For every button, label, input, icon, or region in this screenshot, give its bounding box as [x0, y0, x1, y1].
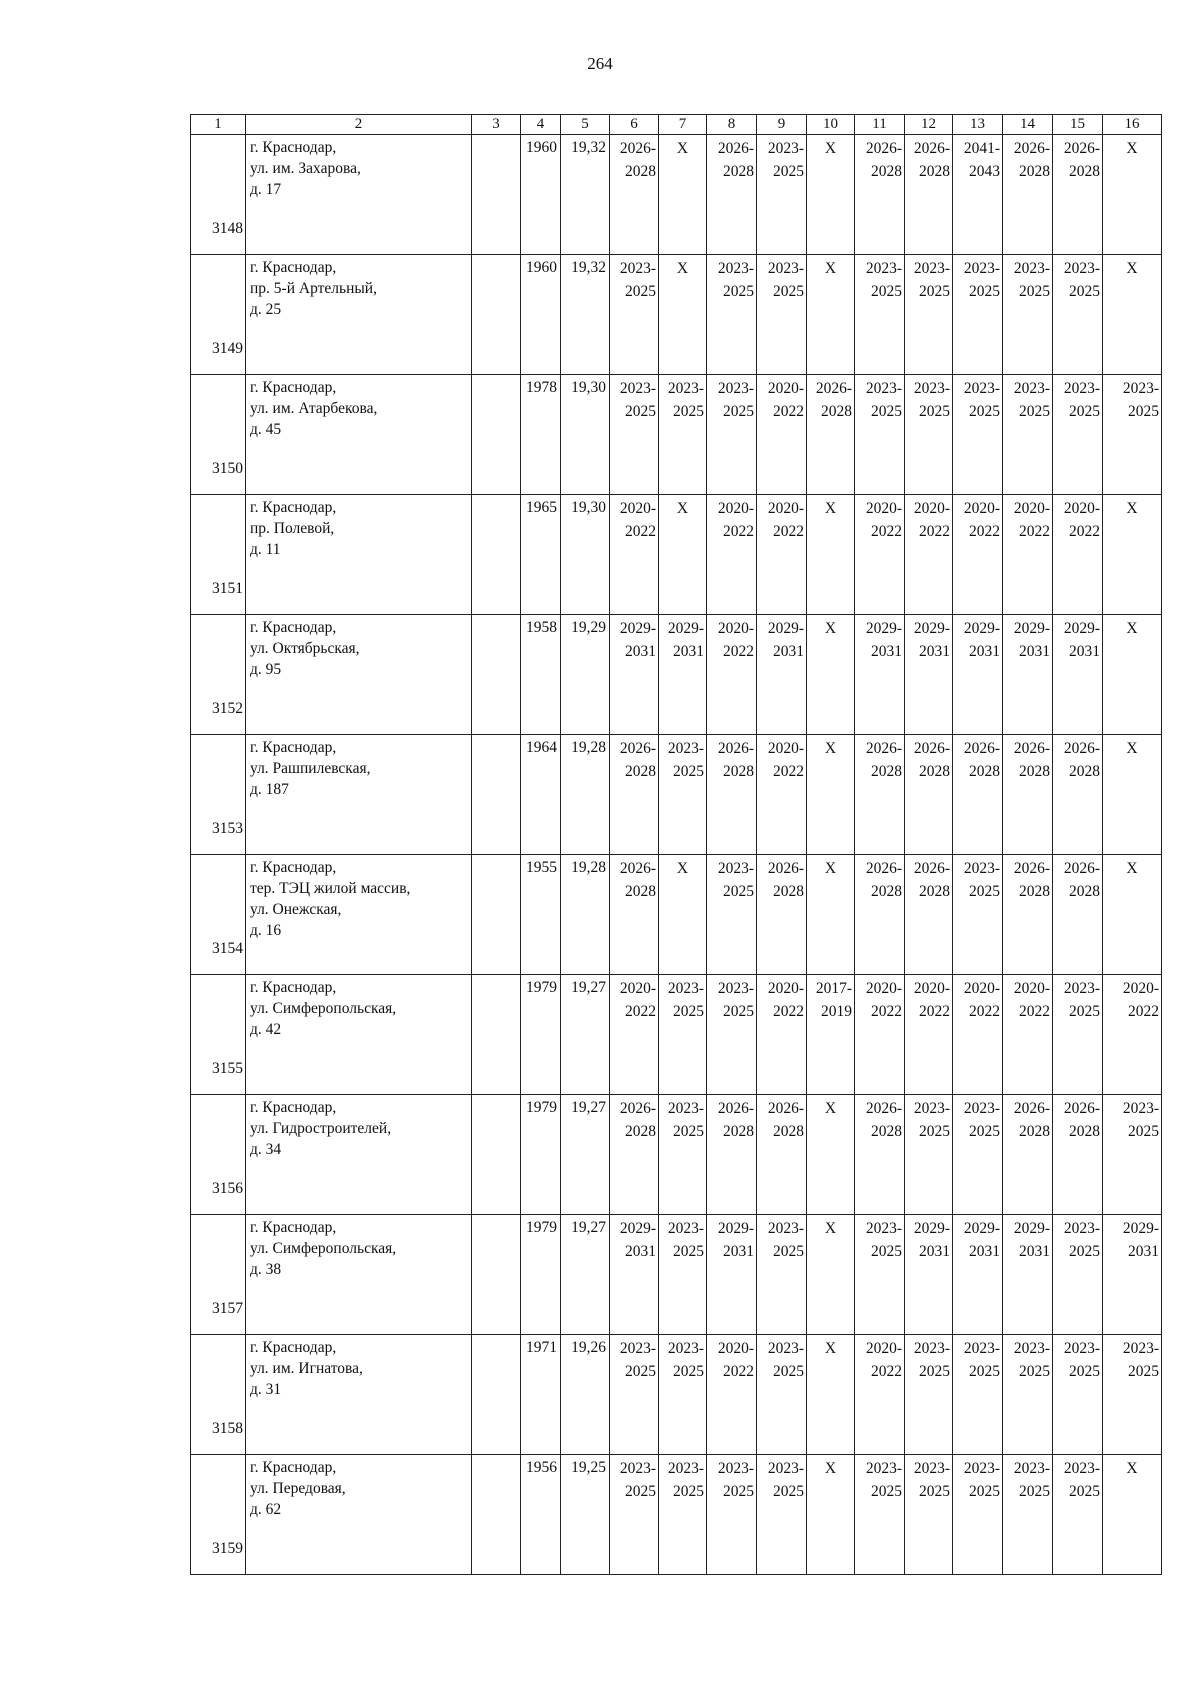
address-cell [246, 735, 472, 855]
address-line: д. 11 [250, 541, 281, 558]
period-cell: 2026- 2028 [610, 1095, 659, 1215]
address-line: пр. 5-й Артельный, [250, 280, 377, 297]
row-number: 3153 [191, 735, 246, 855]
year-built-cell: 1964 [521, 735, 561, 855]
period-cell: 2023- 2025 [905, 1455, 953, 1575]
value-cell: 19,28 [561, 735, 610, 855]
address-cell [246, 975, 472, 1095]
column-header: 8 [707, 115, 757, 135]
period-cell: 2026- 2028 [757, 855, 807, 975]
period-cell: 2023- 2025 [757, 1215, 807, 1335]
period-cell: 2023- 2025 [707, 855, 757, 975]
address-line: г. Краснодар, [250, 979, 337, 996]
address-cell [246, 375, 472, 495]
year-built-cell: 1955 [521, 855, 561, 975]
period-cell: 2026- 2028 [1003, 135, 1053, 255]
table-body [191, 135, 1162, 1575]
row-number: 3154 [191, 855, 246, 975]
period-cell: 2026- 2028 [1003, 735, 1053, 855]
row-number: 3152 [191, 615, 246, 735]
column-header: 13 [953, 115, 1003, 135]
col3-cell [472, 1095, 521, 1215]
value-cell: 19,32 [561, 255, 610, 375]
address-cell [246, 1455, 472, 1575]
period-cell: 2029- 2031 [953, 1215, 1003, 1335]
data-table [190, 114, 1162, 1575]
period-cell: X [807, 855, 855, 975]
column-header: 15 [1053, 115, 1103, 135]
period-cell: 2026- 2028 [610, 135, 659, 255]
period-cell: 2023- 2025 [659, 1095, 707, 1215]
value-cell: 19,30 [561, 495, 610, 615]
table-row [191, 615, 1162, 735]
value-cell: 19,30 [561, 375, 610, 495]
address-cell [246, 615, 472, 735]
period-cell: X [659, 255, 707, 375]
period-cell: 2029- 2031 [905, 1215, 953, 1335]
col3-cell [472, 855, 521, 975]
period-cell: 2026- 2028 [1003, 1095, 1053, 1215]
address-line: г. Краснодар, [250, 499, 337, 516]
period-cell: 2029- 2031 [1053, 615, 1103, 735]
period-cell: 2029- 2031 [659, 615, 707, 735]
period-cell: 2023- 2025 [1003, 1455, 1053, 1575]
period-cell: 2029- 2031 [757, 615, 807, 735]
address-line: г. Краснодар, [250, 1459, 337, 1476]
address-line: д. 187 [250, 781, 289, 798]
period-cell: X [807, 135, 855, 255]
period-cell: 2023- 2025 [953, 375, 1003, 495]
address-line: тер. ТЭЦ жилой массив, [250, 880, 411, 897]
period-cell: 2023- 2025 [610, 375, 659, 495]
table-row [191, 1455, 1162, 1575]
address-line: ул. Симферопольская, [250, 1000, 397, 1017]
period-cell: 2023- 2025 [1103, 375, 1162, 495]
period-cell: 2026- 2028 [855, 735, 905, 855]
col3-cell [472, 1455, 521, 1575]
period-cell: 2023- 2025 [905, 255, 953, 375]
address-line: д. 38 [250, 1261, 282, 1278]
address-cell [246, 1095, 472, 1215]
period-cell: 2023- 2025 [757, 135, 807, 255]
period-cell: 2023- 2025 [953, 1335, 1003, 1455]
year-built-cell: 1979 [521, 975, 561, 1095]
period-cell: 2029- 2031 [855, 615, 905, 735]
address-cell [246, 1215, 472, 1335]
period-cell: 2026- 2028 [1003, 855, 1053, 975]
period-cell: X [1103, 255, 1162, 375]
period-cell: 2023- 2025 [659, 975, 707, 1095]
period-cell: 2023- 2025 [610, 1335, 659, 1455]
period-cell: 2020- 2022 [855, 975, 905, 1095]
col3-cell [472, 375, 521, 495]
period-cell: 2020- 2022 [757, 375, 807, 495]
period-cell: 2023- 2025 [707, 255, 757, 375]
column-header: 11 [855, 115, 905, 135]
period-cell: 2023- 2025 [1003, 255, 1053, 375]
period-cell: 2020- 2022 [855, 1335, 905, 1455]
period-cell: X [659, 495, 707, 615]
period-cell: 2026- 2028 [855, 1095, 905, 1215]
period-cell: 2020- 2022 [1003, 495, 1053, 615]
table-row [191, 1335, 1162, 1455]
value-cell: 19,27 [561, 1095, 610, 1215]
period-cell: 2023- 2025 [757, 1335, 807, 1455]
row-number: 3158 [191, 1335, 246, 1455]
period-cell: 2023- 2025 [953, 1455, 1003, 1575]
period-cell: 2023- 2025 [1103, 1335, 1162, 1455]
address-line: д. 17 [250, 181, 282, 198]
address-cell [246, 495, 472, 615]
period-cell: 2029- 2031 [610, 1215, 659, 1335]
period-cell: X [807, 1455, 855, 1575]
period-cell: 2041- 2043 [953, 135, 1003, 255]
table-row [191, 975, 1162, 1095]
address-line: д. 42 [250, 1021, 282, 1038]
period-cell: 2026- 2028 [1053, 135, 1103, 255]
period-cell: 2023- 2025 [905, 375, 953, 495]
period-cell: 2020- 2022 [855, 495, 905, 615]
period-cell: X [1103, 1455, 1162, 1575]
period-cell: X [1103, 855, 1162, 975]
period-cell: 2020- 2022 [1053, 495, 1103, 615]
period-cell: 2026- 2028 [1053, 735, 1103, 855]
period-cell: 2020- 2022 [757, 735, 807, 855]
period-cell: 2026- 2028 [855, 135, 905, 255]
period-cell: 2023- 2025 [953, 255, 1003, 375]
column-header: 9 [757, 115, 807, 135]
address-line: ул. Передовая, [250, 1480, 346, 1497]
period-cell: 2026- 2028 [610, 735, 659, 855]
table-row [191, 135, 1162, 255]
address-line: г. Краснодар, [250, 1339, 337, 1356]
table-row [191, 735, 1162, 855]
year-built-cell: 1958 [521, 615, 561, 735]
column-header: 10 [807, 115, 855, 135]
period-cell: 2023- 2025 [659, 1455, 707, 1575]
period-cell: 2023- 2025 [659, 375, 707, 495]
table-row [191, 255, 1162, 375]
period-cell: X [807, 615, 855, 735]
address-line: г. Краснодар, [250, 139, 337, 156]
address-line: ул. им. Игнатова, [250, 1360, 363, 1377]
period-cell: 2026- 2028 [953, 735, 1003, 855]
row-number: 3155 [191, 975, 246, 1095]
period-cell: 2023- 2025 [953, 855, 1003, 975]
table-row [191, 1095, 1162, 1215]
address-line: д. 16 [250, 922, 282, 939]
period-cell: 2026- 2028 [905, 735, 953, 855]
address-line: д. 62 [250, 1501, 282, 1518]
col3-cell [472, 1215, 521, 1335]
period-cell: 2023- 2025 [953, 1095, 1003, 1215]
period-cell: 2020- 2022 [1103, 975, 1162, 1095]
period-cell: X [807, 495, 855, 615]
column-header: 3 [472, 115, 521, 135]
period-cell: 2023- 2025 [1053, 375, 1103, 495]
period-cell: 2023- 2025 [659, 735, 707, 855]
period-cell: 2023- 2025 [905, 1095, 953, 1215]
address-line: ул. Рашпилевская, [250, 760, 371, 777]
column-header: 1 [191, 115, 246, 135]
year-built-cell: 1960 [521, 135, 561, 255]
address-line: г. Краснодар, [250, 379, 337, 396]
period-cell: 2020- 2022 [1003, 975, 1053, 1095]
period-cell: 2026- 2028 [905, 135, 953, 255]
address-cell [246, 135, 472, 255]
address-line: ул. Онежская, [250, 901, 342, 918]
period-cell: 2023- 2025 [1053, 975, 1103, 1095]
period-cell: 2029- 2031 [1003, 1215, 1053, 1335]
col3-cell [472, 495, 521, 615]
period-cell: 2020- 2022 [610, 495, 659, 615]
period-cell: 2023- 2025 [855, 1215, 905, 1335]
address-line: г. Краснодар, [250, 859, 337, 876]
value-cell: 19,25 [561, 1455, 610, 1575]
table-row [191, 1215, 1162, 1335]
period-cell: 2029- 2031 [707, 1215, 757, 1335]
address-line: ул. им. Атарбекова, [250, 400, 378, 417]
period-cell: 2023- 2025 [757, 1455, 807, 1575]
period-cell: X [1103, 135, 1162, 255]
col3-cell [472, 615, 521, 735]
column-header: 16 [1103, 115, 1162, 135]
row-number: 3156 [191, 1095, 246, 1215]
period-cell: X [1103, 495, 1162, 615]
period-cell: 2023- 2025 [659, 1335, 707, 1455]
period-cell: 2020- 2022 [707, 1335, 757, 1455]
period-cell: 2023- 2025 [855, 255, 905, 375]
table-row [191, 375, 1162, 495]
period-cell: 2020- 2022 [757, 975, 807, 1095]
col3-cell [472, 735, 521, 855]
address-line: д. 25 [250, 301, 282, 318]
period-cell: 2020- 2022 [953, 975, 1003, 1095]
period-cell: 2026- 2028 [707, 735, 757, 855]
year-built-cell: 1971 [521, 1335, 561, 1455]
period-cell: 2026- 2028 [1053, 1095, 1103, 1215]
period-cell: 2020- 2022 [953, 495, 1003, 615]
header-row [191, 115, 1162, 135]
value-cell: 19,27 [561, 975, 610, 1095]
value-cell: 19,29 [561, 615, 610, 735]
period-cell: 2026- 2028 [905, 855, 953, 975]
column-header: 6 [610, 115, 659, 135]
period-cell: 2023- 2025 [1053, 1335, 1103, 1455]
col3-cell [472, 255, 521, 375]
row-number: 3148 [191, 135, 246, 255]
year-built-cell: 1956 [521, 1455, 561, 1575]
column-header: 12 [905, 115, 953, 135]
period-cell: 2023- 2025 [1053, 1215, 1103, 1335]
value-cell: 19,26 [561, 1335, 610, 1455]
period-cell: 2026- 2028 [807, 375, 855, 495]
address-cell [246, 855, 472, 975]
period-cell: 2026- 2028 [1053, 855, 1103, 975]
address-cell [246, 255, 472, 375]
address-line: д. 31 [250, 1381, 282, 1398]
address-line: пр. Полевой, [250, 520, 335, 537]
period-cell: 2023- 2025 [610, 255, 659, 375]
period-cell: X [1103, 615, 1162, 735]
period-cell: 2023- 2025 [1053, 255, 1103, 375]
period-cell: 2023- 2025 [855, 375, 905, 495]
period-cell: X [1103, 735, 1162, 855]
period-cell: 2023- 2025 [610, 1455, 659, 1575]
period-cell: 2026- 2028 [707, 1095, 757, 1215]
period-cell: 2020- 2022 [905, 975, 953, 1095]
period-cell: 2020- 2022 [610, 975, 659, 1095]
column-header: 2 [246, 115, 472, 135]
period-cell: 2026- 2028 [757, 1095, 807, 1215]
column-header: 14 [1003, 115, 1053, 135]
row-number: 3150 [191, 375, 246, 495]
period-cell: X [659, 135, 707, 255]
period-cell: X [807, 1335, 855, 1455]
period-cell: 2026- 2028 [707, 135, 757, 255]
address-line: д. 45 [250, 421, 282, 438]
page-number: 264 [587, 54, 613, 73]
row-number: 3151 [191, 495, 246, 615]
address-line: г. Краснодар, [250, 1099, 337, 1116]
period-cell: X [807, 1215, 855, 1335]
period-cell: 2023- 2025 [707, 375, 757, 495]
period-cell: X [807, 735, 855, 855]
column-header: 7 [659, 115, 707, 135]
col3-cell [472, 135, 521, 255]
col3-cell [472, 1335, 521, 1455]
period-cell: 2026- 2028 [610, 855, 659, 975]
value-cell: 19,27 [561, 1215, 610, 1335]
period-cell: 2023- 2025 [855, 1455, 905, 1575]
period-cell: 2020- 2022 [905, 495, 953, 615]
period-cell: X [807, 1095, 855, 1215]
year-built-cell: 1960 [521, 255, 561, 375]
address-cell [246, 1335, 472, 1455]
period-cell: 2023- 2025 [1103, 1095, 1162, 1215]
table-row [191, 495, 1162, 615]
year-built-cell: 1978 [521, 375, 561, 495]
value-cell: 19,28 [561, 855, 610, 975]
period-cell: X [807, 255, 855, 375]
column-header: 4 [521, 115, 561, 135]
row-number: 3157 [191, 1215, 246, 1335]
address-line: г. Краснодар, [250, 1219, 337, 1236]
row-number: 3159 [191, 1455, 246, 1575]
period-cell: 2029- 2031 [1103, 1215, 1162, 1335]
address-line: ул. Симферопольская, [250, 1240, 397, 1257]
address-line: ул. Октябрьская, [250, 640, 360, 657]
address-line: г. Краснодар, [250, 619, 337, 636]
period-cell: 2023- 2025 [707, 1455, 757, 1575]
period-cell: 2023- 2025 [1053, 1455, 1103, 1575]
address-line: д. 95 [250, 661, 282, 678]
year-built-cell: 1979 [521, 1095, 561, 1215]
value-cell: 19,32 [561, 135, 610, 255]
row-number: 3149 [191, 255, 246, 375]
period-cell: 2023- 2025 [1003, 1335, 1053, 1455]
address-line: г. Краснодар, [250, 739, 337, 756]
period-cell: 2029- 2031 [1003, 615, 1053, 735]
period-cell: 2017- 2019 [807, 975, 855, 1095]
period-cell: 2026- 2028 [855, 855, 905, 975]
period-cell: X [659, 855, 707, 975]
address-line: ул. им. Захарова, [250, 160, 361, 177]
period-cell: 2023- 2025 [659, 1215, 707, 1335]
col3-cell [472, 975, 521, 1095]
column-header: 5 [561, 115, 610, 135]
table-row [191, 855, 1162, 975]
year-built-cell: 1965 [521, 495, 561, 615]
period-cell: 2020- 2022 [707, 495, 757, 615]
period-cell: 2029- 2031 [905, 615, 953, 735]
address-line: г. Краснодар, [250, 259, 337, 276]
period-cell: 2023- 2025 [707, 975, 757, 1095]
address-line: д. 34 [250, 1141, 282, 1158]
period-cell: 2023- 2025 [905, 1335, 953, 1455]
period-cell: 2029- 2031 [610, 615, 659, 735]
period-cell: 2023- 2025 [1003, 375, 1053, 495]
period-cell: 2029- 2031 [953, 615, 1003, 735]
period-cell: 2023- 2025 [757, 255, 807, 375]
address-line: ул. Гидростроителей, [250, 1120, 392, 1137]
period-cell: 2020- 2022 [757, 495, 807, 615]
period-cell: 2020- 2022 [707, 615, 757, 735]
year-built-cell: 1979 [521, 1215, 561, 1335]
